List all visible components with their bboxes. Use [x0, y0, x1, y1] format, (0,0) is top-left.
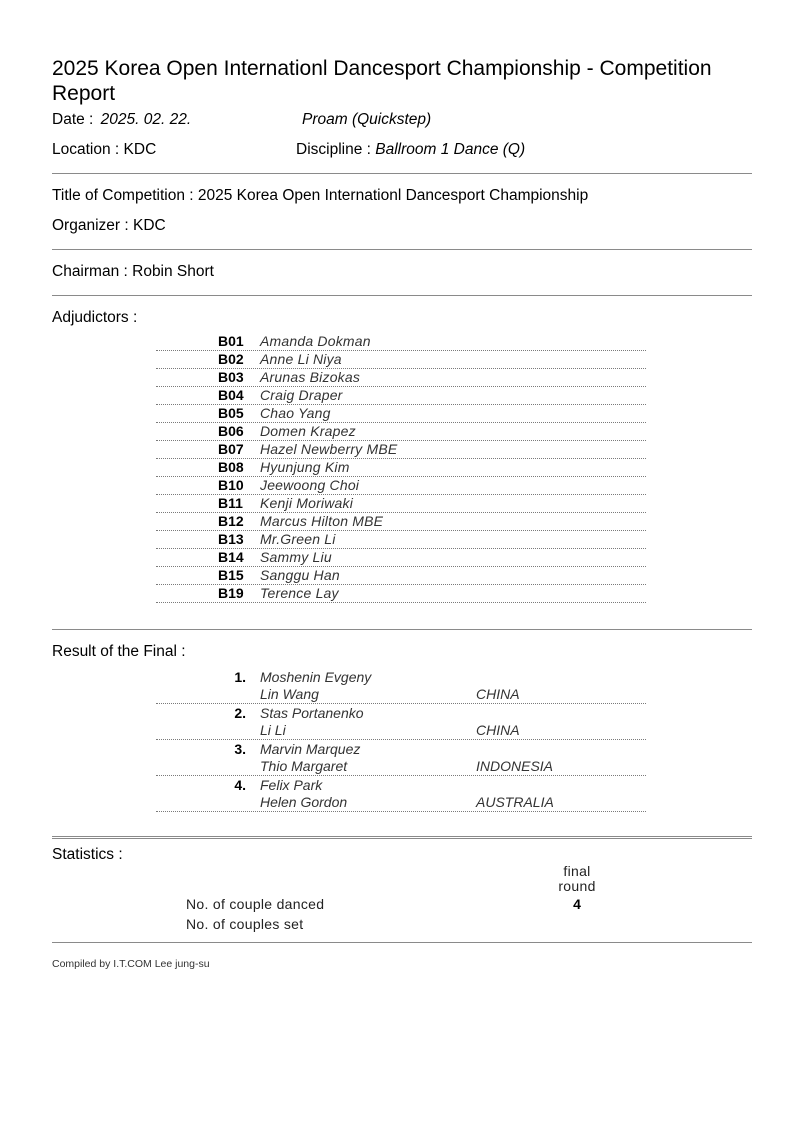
adjudicator-name: Anne Li Niya [260, 351, 342, 367]
adjudicators-heading: Adjudictors : [52, 309, 138, 326]
stats-column-header-line1: final [563, 863, 591, 879]
adjudicator-code: B05 [218, 405, 244, 421]
adjudicator-row [156, 567, 646, 585]
placing: 2. [234, 705, 246, 721]
adjudicator-code: B10 [218, 477, 244, 493]
adjudicator-row [156, 423, 646, 441]
stats-column-header [540, 864, 614, 894]
adjudicator-row [156, 369, 646, 387]
adjudicator-name: Domen Krapez [260, 423, 356, 439]
discipline-field [296, 141, 525, 159]
final-result-row [156, 740, 646, 776]
adjudicator-name: Hazel Newberry MBE [260, 441, 398, 457]
adjudicator-name: Mr.Green Li [260, 531, 336, 547]
adjudicator-code: B12 [218, 513, 244, 529]
location-value: KDC [123, 141, 157, 158]
divider [52, 629, 752, 630]
adjudicator-code: B01 [218, 333, 244, 349]
competition-title-field [52, 187, 588, 205]
leader-name: Felix Park [260, 777, 323, 793]
stats-row2-label: No. of couples set [186, 916, 304, 932]
stats-column-header-line2: round [558, 878, 596, 894]
partner-name: Helen Gordon [260, 794, 348, 810]
adjudicator-code: B15 [218, 567, 244, 583]
placing: 4. [234, 777, 246, 793]
compiled-by-footer: Compiled by I.T.COM Lee jung-su [52, 958, 210, 970]
divider [52, 249, 752, 250]
adjudicator-name: Sanggu Han [260, 567, 340, 583]
organizer-value: KDC [132, 217, 166, 234]
stats-row1-label: No. of couple danced [186, 896, 325, 912]
organizer-label: Organizer : [52, 217, 129, 234]
adjudicator-code: B08 [218, 459, 244, 475]
statistics-heading: Statistics : [52, 846, 123, 863]
final-results-heading: Result of the Final : [52, 643, 186, 660]
leader-name: Stas Portanenko [260, 705, 364, 721]
chairman-value: Robin Short [132, 263, 214, 280]
adjudicator-row [156, 405, 646, 423]
adjudicator-name: Amanda Dokman [260, 333, 371, 349]
partner-name: Li Li [260, 722, 286, 738]
chairman-field [52, 263, 214, 281]
country: INDONESIA [476, 758, 554, 774]
adjudicator-name: Chao Yang [260, 405, 331, 421]
country: CHINA [476, 686, 520, 702]
adjudicator-code: B04 [218, 387, 244, 403]
adjudicator-code: B02 [218, 351, 244, 367]
divider [52, 295, 752, 296]
divider [52, 942, 752, 943]
adjudicator-name: Arunas Bizokas [260, 369, 361, 385]
adjudicator-row [156, 495, 646, 513]
adjudicator-name: Kenji Moriwaki [260, 495, 354, 511]
stats-row1-value: 4 [573, 896, 581, 912]
country: AUSTRALIA [476, 794, 554, 810]
adjudicator-row [156, 333, 646, 351]
competition-title-label: Title of Competition : [52, 187, 194, 204]
discipline-label: Discipline : [296, 141, 371, 158]
final-result-row [156, 776, 646, 812]
discipline-value: Ballroom 1 Dance (Q) [375, 141, 526, 158]
adjudicator-row [156, 387, 646, 405]
location-label: Location : [52, 141, 120, 158]
adjudicator-code: B19 [218, 585, 244, 601]
divider [52, 173, 752, 174]
adjudicator-code: B03 [218, 369, 244, 385]
placing: 1. [234, 669, 246, 685]
adjudicator-name: Marcus Hilton MBE [260, 513, 384, 529]
date-value: 2025. 02. 22. [100, 111, 192, 128]
event-name: Proam (Quickstep) [302, 111, 432, 128]
country: CHINA [476, 722, 520, 738]
date-field [52, 111, 191, 129]
adjudicator-code: B06 [218, 423, 244, 439]
adjudicator-code: B11 [218, 495, 243, 511]
adjudicator-code: B14 [218, 549, 244, 565]
adjudicator-row [156, 549, 646, 567]
adjudicator-name: Craig Draper [260, 387, 343, 403]
date-label: Date : [52, 111, 94, 128]
adjudicator-name: Terence Lay [260, 585, 339, 601]
leader-name: Marvin Marquez [260, 741, 361, 757]
adjudicator-code: B07 [218, 441, 244, 457]
adjudicator-name: Jeewoong Choi [260, 477, 360, 493]
adjudicator-row [156, 585, 646, 603]
partner-name: Thio Margaret [260, 758, 348, 774]
adjudicator-name: Sammy Liu [260, 549, 332, 565]
leader-name: Moshenin Evgeny [260, 669, 372, 685]
organizer-field [52, 217, 166, 235]
adjudicator-row [156, 351, 646, 369]
adjudicator-row [156, 441, 646, 459]
adjudicator-row [156, 459, 646, 477]
adjudicator-row [156, 477, 646, 495]
partner-name: Lin Wang [260, 686, 319, 702]
placing: 3. [234, 741, 246, 757]
location-field [52, 141, 156, 159]
page-title: 2025 Korea Open Internationl Dancesport Championship - Competition Report [52, 57, 712, 105]
final-result-row [156, 704, 646, 740]
final-result-row [156, 668, 646, 704]
adjudicator-row [156, 531, 646, 549]
competition-title-value: 2025 Korea Open Internationl Dancesport Championship [197, 187, 589, 204]
adjudicator-row [156, 513, 646, 531]
adjudicator-name: Hyunjung Kim [260, 459, 350, 475]
adjudicator-code: B13 [218, 531, 244, 547]
chairman-label: Chairman : [52, 263, 128, 280]
double-divider [52, 836, 752, 839]
